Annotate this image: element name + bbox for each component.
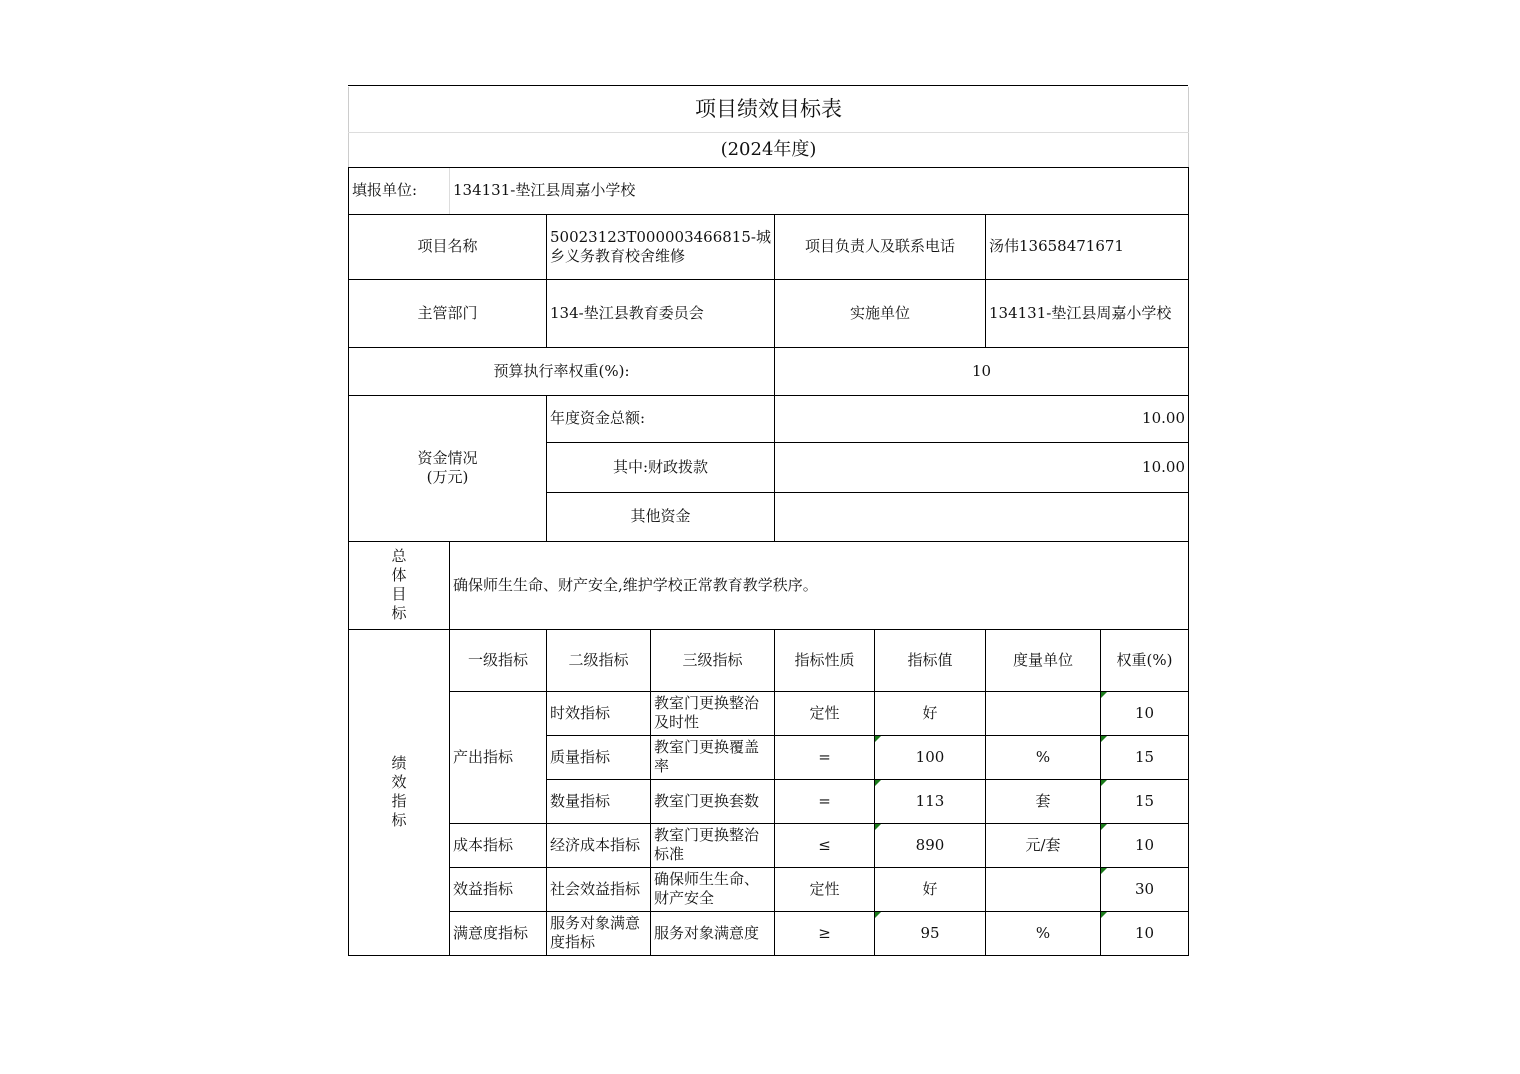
project-contact-label: 项目负责人及联系电话: [775, 214, 986, 279]
row-nature: ≥: [775, 911, 875, 955]
top-rule: [348, 85, 1188, 86]
row-level2: 质量指标: [547, 735, 651, 779]
budget-weight-label: 预算执行率权重(%):: [349, 347, 775, 395]
table-row: [349, 823, 1189, 867]
supervising-dept-value: 134-垫江县教育委员会: [547, 279, 775, 347]
row-value: 95: [875, 911, 986, 955]
header-unit: 度量单位: [986, 629, 1101, 691]
row-weight: 10: [1101, 911, 1189, 955]
funds-label-line1: 资金情况: [417, 449, 478, 467]
group-output: 产出指标: [450, 691, 547, 823]
reporting-unit-label: 填报单位:: [349, 167, 450, 214]
row-level3: 教室门更换整治及时性: [651, 691, 775, 735]
row-value: 113: [875, 779, 986, 823]
page-title: 项目绩效目标表: [349, 87, 1189, 132]
row-level2: 社会效益指标: [547, 867, 651, 911]
row-value: 好: [875, 867, 986, 911]
table-row: [349, 691, 1189, 735]
funds-total-label: 年度资金总额:: [547, 395, 775, 442]
row-level2: 服务对象满意度指标: [547, 911, 651, 955]
row-level2: 经济成本指标: [547, 823, 651, 867]
indicators-label: 绩 效 指 标: [349, 629, 450, 955]
header-nature: 指标性质: [775, 629, 875, 691]
row-unit: 套: [986, 779, 1101, 823]
funds-label-line2: (万元): [426, 468, 469, 486]
row-weight: 10: [1101, 823, 1189, 867]
row-unit: %: [986, 911, 1101, 955]
header-level3: 三级指标: [651, 629, 775, 691]
row-level3: 确保师生生命、财产安全: [651, 867, 775, 911]
row-level3: 教室门更换整治标准: [651, 823, 775, 867]
header-weight: 权重(%): [1101, 629, 1189, 691]
row-unit: 元/套: [986, 823, 1101, 867]
implementing-unit-value: 134131-垫江县周嘉小学校: [986, 279, 1189, 347]
funds-label: [349, 395, 547, 541]
row-nature: ≤: [775, 823, 875, 867]
project-contact-value: 汤伟13658471671: [986, 214, 1189, 279]
row-weight: 10: [1101, 691, 1189, 735]
supervising-dept-label: 主管部门: [349, 279, 547, 347]
row-weight: 15: [1101, 779, 1189, 823]
row-value: 好: [875, 691, 986, 735]
row-unit: %: [986, 735, 1101, 779]
budget-weight-value: 10: [775, 347, 1189, 395]
row-nature: 定性: [775, 867, 875, 911]
overall-goal-text: 确保师生生命、财产安全,维护学校正常教育教学秩序。: [450, 541, 1189, 629]
funds-fiscal-label: 其中:财政拨款: [547, 442, 775, 492]
row-nature: =: [775, 735, 875, 779]
funds-total-value: 10.00: [775, 395, 1189, 442]
header-value: 指标值: [875, 629, 986, 691]
row-level2: 数量指标: [547, 779, 651, 823]
project-name-label: 项目名称: [349, 214, 547, 279]
row-value: 100: [875, 735, 986, 779]
row-weight: 15: [1101, 735, 1189, 779]
table-row: [349, 867, 1189, 911]
group-satisfaction: 满意度指标: [450, 911, 547, 955]
row-level3: 教室门更换覆盖率: [651, 735, 775, 779]
group-benefit: 效益指标: [450, 867, 547, 911]
header-level2: 二级指标: [547, 629, 651, 691]
implementing-unit-label: 实施单位: [775, 279, 986, 347]
row-nature: 定性: [775, 691, 875, 735]
row-unit: [986, 691, 1101, 735]
funds-other-value: [775, 492, 1189, 541]
funds-fiscal-value: 10.00: [775, 442, 1189, 492]
header-level1: 一级指标: [450, 629, 547, 691]
project-name-value: 50023123T000003466815-城乡义务教育校舍维修: [547, 214, 775, 279]
row-nature: =: [775, 779, 875, 823]
row-value: 890: [875, 823, 986, 867]
row-weight: 30: [1101, 867, 1189, 911]
reporting-unit-value: 134131-垫江县周嘉小学校: [450, 167, 1189, 214]
table-row: [349, 911, 1189, 955]
row-level2: 时效指标: [547, 691, 651, 735]
funds-other-label: 其他资金: [547, 492, 775, 541]
group-cost: 成本指标: [450, 823, 547, 867]
year-subtitle: (2024年度): [349, 132, 1189, 167]
row-level3: 教室门更换套数: [651, 779, 775, 823]
row-level3: 服务对象满意度: [651, 911, 775, 955]
performance-target-table: [348, 87, 1189, 956]
row-unit: [986, 867, 1101, 911]
overall-goal-label: 总 体 目 标: [349, 541, 450, 629]
